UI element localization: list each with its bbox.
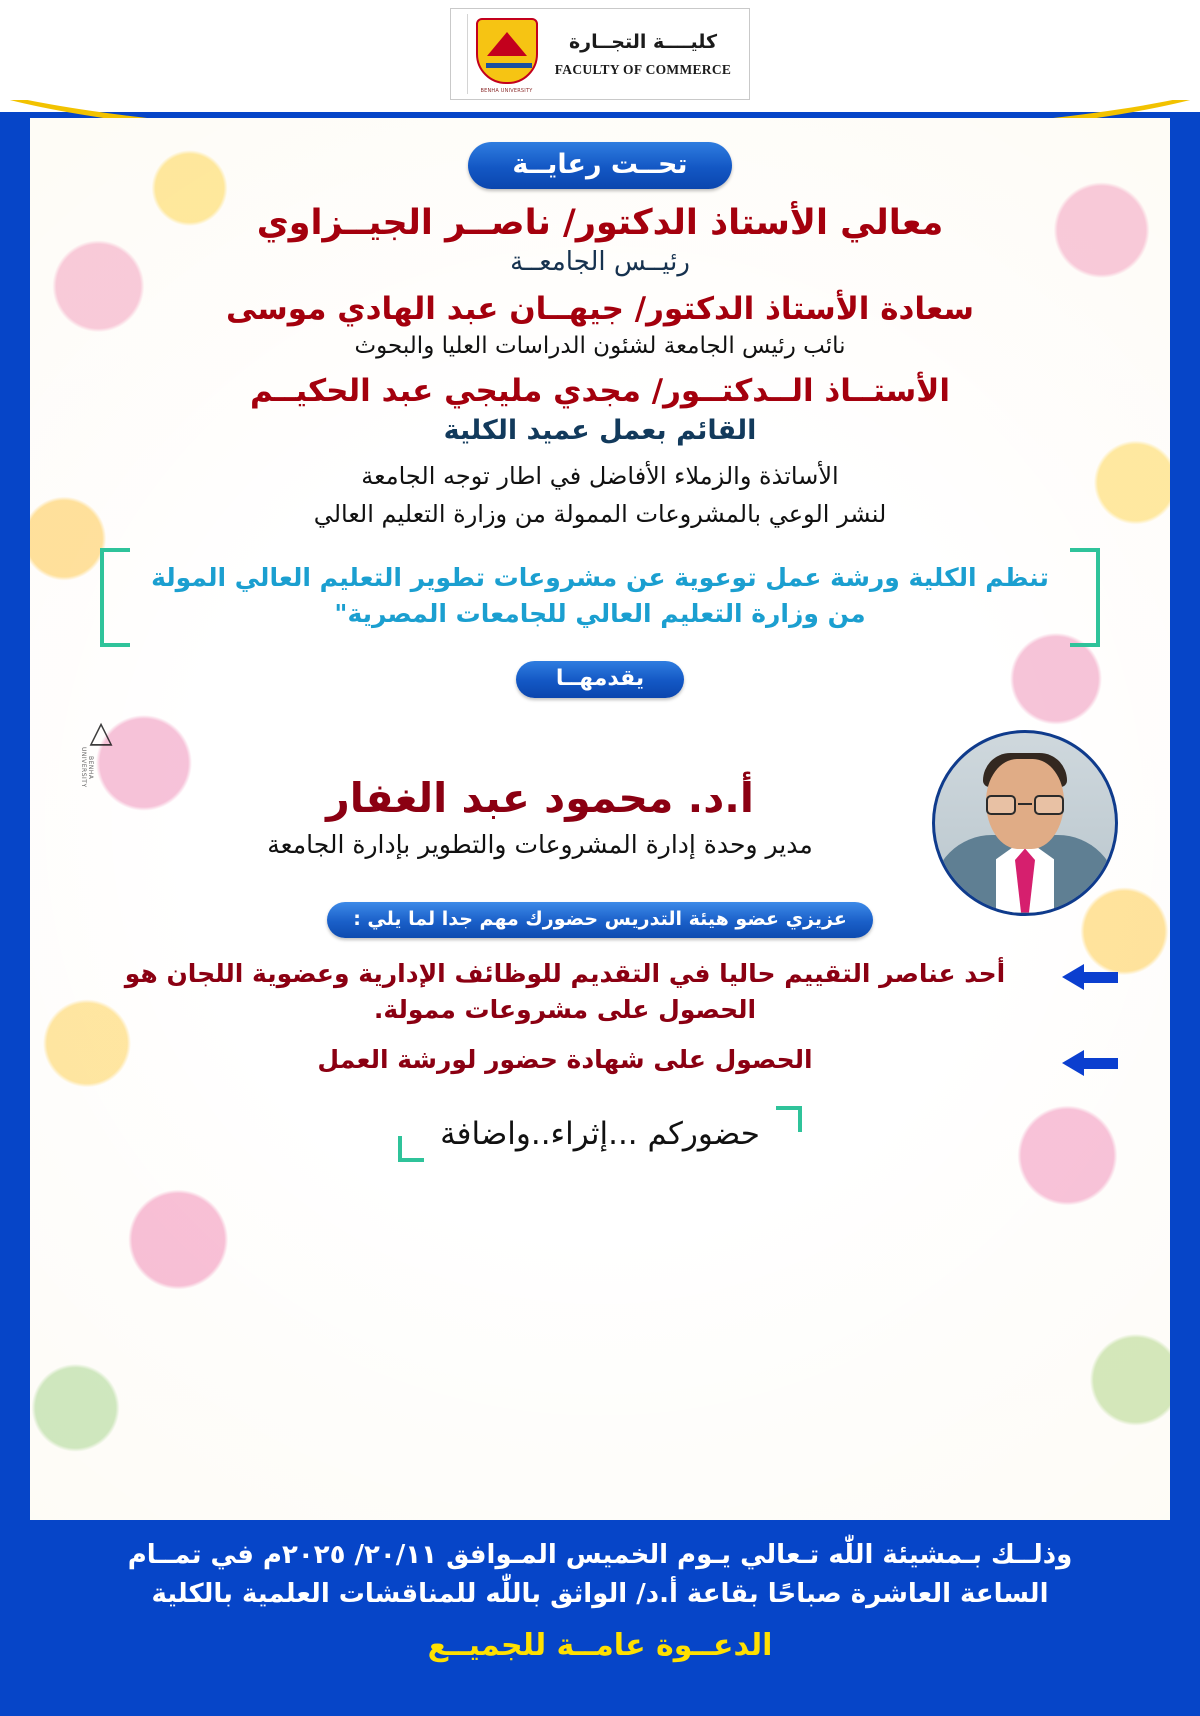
notice-ribbon: عزيزي عضو هيئة التدريس حضورك مهم جدا لما يلي : xyxy=(327,902,873,938)
bullet-text-2: الحصول على شهادة حضور لورشة العمل xyxy=(317,1045,813,1074)
closing-phrase xyxy=(398,1106,802,1162)
faculty-logo xyxy=(450,8,750,100)
footer-invitation: الدعــوة عامــة للجميــع xyxy=(427,1628,773,1663)
patron-title-2: نائب رئيس الجامعة لشئون الدراسات العليا والبحوث xyxy=(354,333,846,359)
list-item xyxy=(72,956,1128,1029)
header-band xyxy=(0,0,1200,112)
footer-line-1: وذلــك بـمشيئة اللّٰه تـعالي يـوم الخميس المـوافق ٢٠/١١/ ٢٠٢٥م في تمــام xyxy=(127,1540,1073,1570)
intro-line-1: الأساتذة والزملاء الأفاضل في اطار توجه الجامعة xyxy=(361,462,839,490)
notice-bullets xyxy=(72,956,1128,1079)
patron-name-2: سعادة الأستاذ الدكتور/ جيهــان عبد الهادي موسى xyxy=(225,291,975,327)
emblem-caption: BENHA UNIVERSITY xyxy=(480,88,533,94)
intro-line-2: لنشر الوعي بالمشروعات الممولة من وزارة التعليم العالي xyxy=(313,500,887,528)
patronage-ribbon: تحــت رعايــة xyxy=(468,142,731,189)
list-item xyxy=(72,1042,1128,1078)
bullet-text-1: أحد عناصر التقييم حاليا في التقديم للوظائف الإدارية وعضوية اللجان هو الحصول على مشروعات ممولة. xyxy=(124,958,1006,1024)
corner-bracket-icon xyxy=(776,1106,802,1132)
university-shield-icon xyxy=(467,14,545,94)
workshop-highlight-text: تنظم الكلية ورشة عمل توعوية عن مشروعات تطوير التعليم العالي المولة من وزارة التعليم العالي للجامعات المصرية" xyxy=(151,563,1049,629)
presenter-ribbon: يقدمهــا xyxy=(516,661,684,698)
footer-band xyxy=(0,1520,1200,1716)
workshop-highlight xyxy=(100,548,1100,647)
logo-text xyxy=(545,28,741,81)
presenter-avatar xyxy=(932,730,1118,916)
corner-bracket-icon xyxy=(398,1136,424,1162)
footer-line-2: الساعة العاشرة صباحًا بقاعة أ.د/ الواثق باللّٰه للمناقشات العلمية بالكلية xyxy=(151,1579,1049,1609)
patron-title-1: رئيــس الجامعــة xyxy=(510,247,690,277)
poster-card xyxy=(30,118,1170,1520)
presenter-name: أ.د. محمود عبد الغفار xyxy=(326,773,754,822)
glasses-icon xyxy=(986,795,1064,815)
side-logo-caption: BENHA UNIVERSITY xyxy=(80,747,94,788)
side-university-logo: △ BENHA UNIVERSITY xyxy=(80,714,113,788)
presenter-role: مدير وحدة إدارة المشروعات والتطوير بإدارة الجامعة xyxy=(267,829,813,859)
presenter-row xyxy=(72,712,1128,902)
arrow-left-icon xyxy=(1062,964,1118,990)
logo-arabic-name: كليــــة التجــارة xyxy=(568,30,718,53)
logo-english-name: FACULTY OF COMMERCE xyxy=(554,62,732,78)
patron-name-1: معالي الأستاذ الدكتور/ ناصــر الجيــزاوي xyxy=(256,203,944,243)
closing-text: حضوركم ...إثراء..واضافة xyxy=(440,1116,760,1153)
patron-name-3: الأستــاذ الــدكتــور/ مجدي مليجي عبد الحكيــم xyxy=(250,373,950,409)
arrow-left-icon xyxy=(1062,1050,1118,1076)
patron-title-3: القائم بعمل عميد الكلية xyxy=(443,415,757,446)
